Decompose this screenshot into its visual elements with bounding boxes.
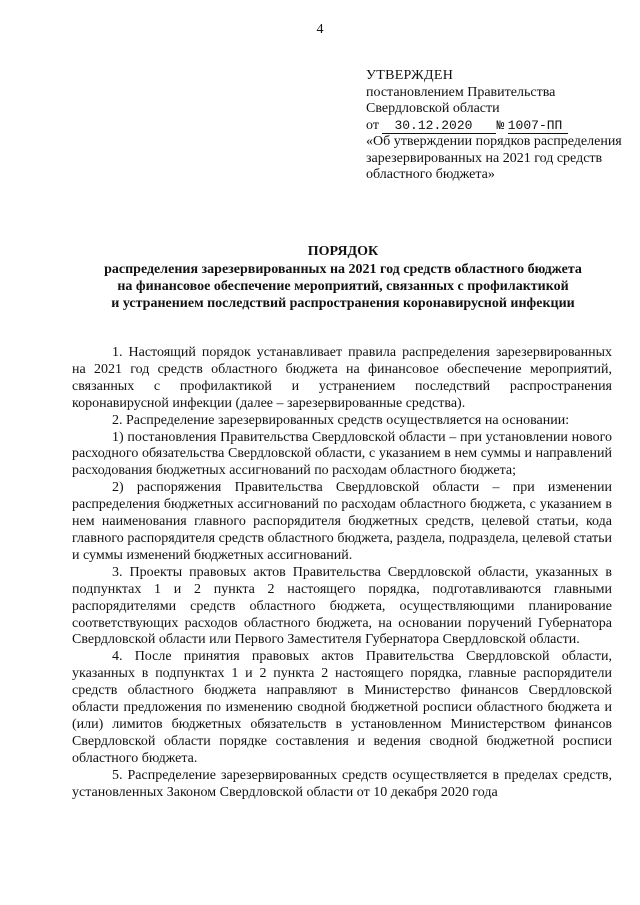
paragraph-5: 5. Распределение зарезервированных средств осуществляется в пределах средств, установленных Законом Свердловской области от 10 декабря 2020 года xyxy=(72,767,612,800)
approval-line-2: Свердловской области xyxy=(366,101,500,116)
paragraph-1: 1. Настоящий порядок устанавливает правила распределения зарезервированных на 2021 год средств областного бюджета на финансовое обеспечение мероприятий, связанных с профилактикой и устранением последствий распространения коронавирусной инфекции (далее – зарезервированные средства). xyxy=(72,345,612,411)
approval-doc-title: «Об утверждении порядков распределения зарезервированных на 2021 год средств областного бюджета» xyxy=(366,134,622,182)
number-prefix: № xyxy=(496,117,505,133)
paragraph-2-sub-2: 2) распоряжения Правительства Свердловской области – при изменении распределения бюджетных ассигнований по расходам областного бюджета, с указанием в нем наименования главного распорядителя бюджетных средств, целевой статьи, кода главного распорядителя средств областного бюджета, раздела, подраздела, целевой статьи и суммы изменений бюджетных ассигнований. xyxy=(72,480,612,563)
paragraph-3: 3. Проекты правовых актов Правительства Свердловской области, указанных в подпунктах 1 и 2 пункта 2 настоящего порядка, подготавливаются главными распорядителями средств областного бюджета, осуществляющими планирование соответствующих расходов областного бюджета, на основании поручений Губернатора Свердловской области или Первого Заместителя Губернатора Свердловской области. xyxy=(72,564,612,648)
paragraph-2-sub-1: 1) постановления Правительства Свердловской области – при установлении нового расходного обязательства Свердловской области, с указанием в нем суммы и направлений расходования бюджетных ассигнований по расходам областного бюджета; xyxy=(72,429,612,479)
document-title xyxy=(60,243,626,312)
paragraph-2: 2. Распределение зарезервированных средств осуществляется на основании: xyxy=(112,412,570,428)
paragraph-4: 4. После принятия правовых актов Правительства Свердловской области, указанных в подпунктах 1 и 2 пункта 2 настоящего порядка, главные распорядители средств областного бюджета направляют в Министерство финансов Свердловской области предложения по изменению сводной бюджетной росписи областного бюджета и (или) лимитов бюджетных обязательств в установленном Министерством финансов Свердловской области порядке составления и ведения сводной бюджетной росписи областного бюджета. xyxy=(72,649,612,766)
page-number: 4 xyxy=(316,22,324,37)
approval-number: 1007-ПП xyxy=(508,119,568,134)
title-line-2: на финансовое обеспечение мероприятий, связанных с профилактикой xyxy=(117,279,569,294)
title-main: ПОРЯДОК xyxy=(307,244,379,259)
approval-date-line xyxy=(366,118,628,135)
title-line-3: и устранением последствий распространения коронавирусной инфекции xyxy=(111,296,575,311)
title-line-1: распределения зарезервированных на 2021 год средств областного бюджета xyxy=(104,262,582,277)
approval-stamp xyxy=(366,68,628,184)
approval-line-1: постановлением Правительства xyxy=(366,84,556,100)
approval-date: 30.12.2020 xyxy=(382,119,496,134)
document-body xyxy=(72,345,612,801)
approval-heading: УТВЕРЖДЕН xyxy=(366,68,454,83)
date-prefix: от xyxy=(366,117,379,133)
